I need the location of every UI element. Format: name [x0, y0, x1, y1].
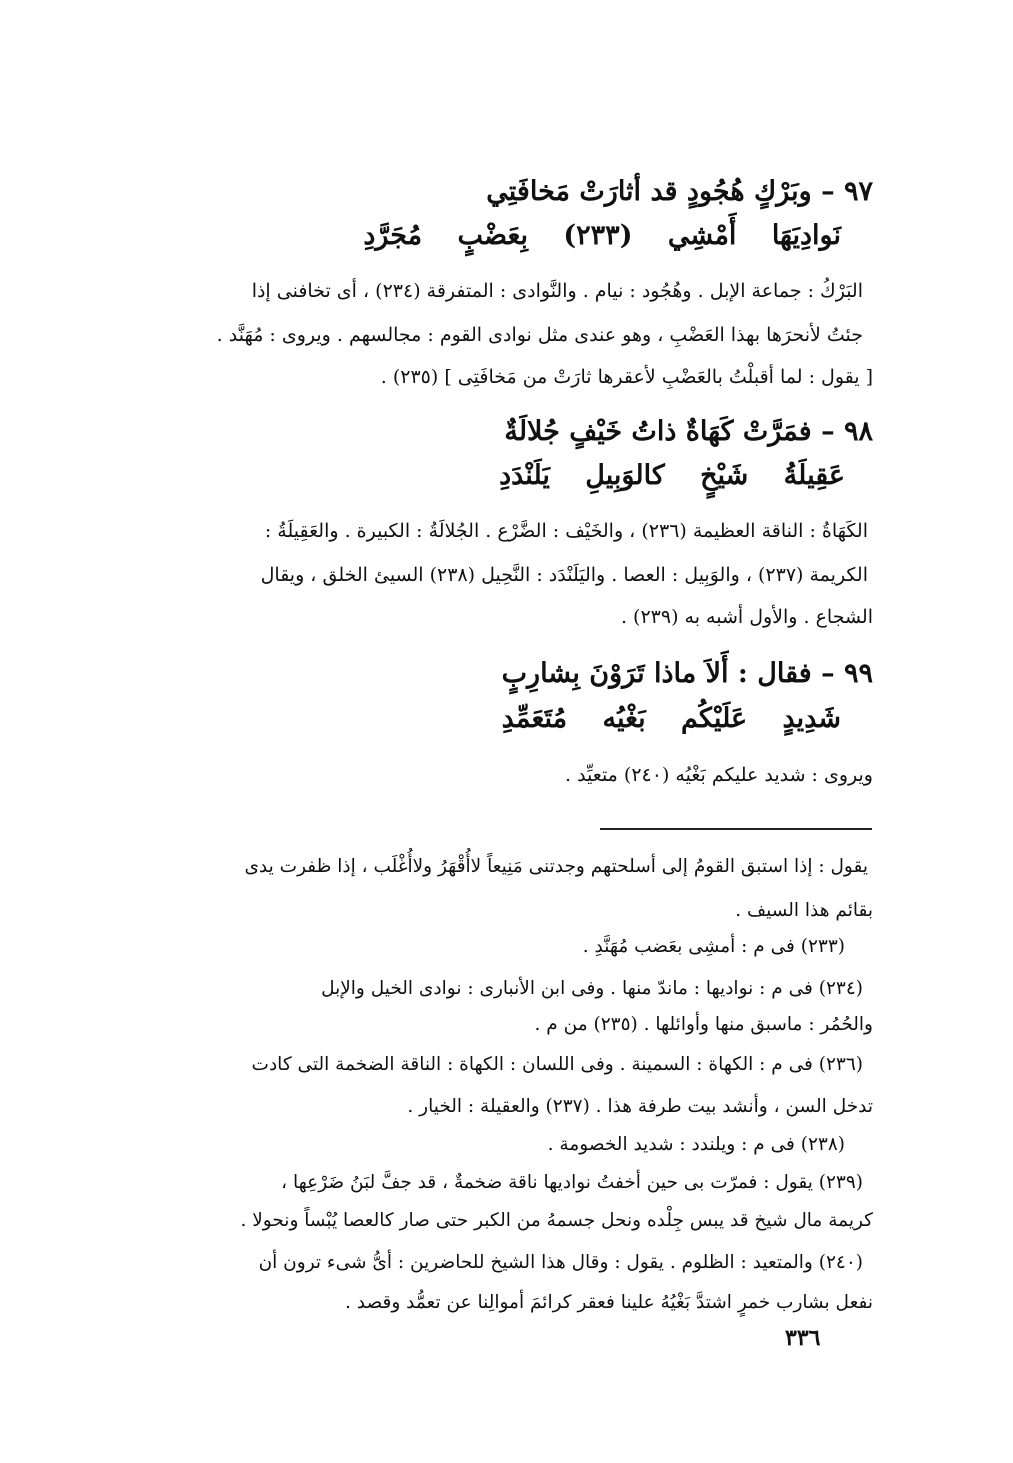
footnote-separator — [600, 828, 872, 830]
commentary-99-line1: ويروى : شديد عليكم بَغْيُه (٢٤٠) متعيِّد . — [565, 764, 873, 786]
footnote-234: (٢٣٤) فى م : نواديها : ماندّ منها . وفى ابن الأنبارى : نوادى الخيل والإبل — [321, 978, 863, 999]
footnote-line: يقول : إذا استبق القومُ إلى أسلحتهم وجدتنى مَنِيعاً لاأُقْهَرُ ولاأُغْلَب ، إذا ظفرت يدى — [244, 856, 868, 877]
commentary-98-line1: الكَهَاةُ : الناقة العظيمة (٢٣٦) ، والخَيْف : الضَّرْع . الجُلالَةُ : الكبيرة . والعَقِيلَةُ : — [264, 520, 868, 542]
commentary-98-line3: الشجاع . والأول أشبه به (٢٣٩) . — [620, 606, 873, 628]
footnote-240: (٢٤٠) والمتعيد : الظلوم . يقول : وقال هذا الشيخ للحاضرين : أىُّ شىء ترون أن — [258, 1252, 863, 1273]
commentary-97-line3: [ يقول : لما أقبلْتُ بالعَضْبِ لأعقرها ثارَتْ من مَخافَتِى ] (٢٣٥) . — [380, 366, 873, 388]
verse-99-line1: ٩٩ – فقال : أَلاَ ماذا تَرَوْنَ بِشارِبٍ — [501, 658, 873, 689]
verse-97-line2: نَوادِيَهَا أَمْشِي (٢٣٣) بِعَضْبٍ مُجَرَّدِ — [363, 220, 841, 251]
verse-98-line2: عَقِيلَةُ شَيْخٍ كالوَبِيلِ يَلَنْدَدِ — [499, 460, 845, 491]
footnote-line: تدخل السن ، وأنشد بيت طرفة هذا . (٢٣٧) والعقيلة : الخيار . — [407, 1096, 873, 1117]
footnote-239: (٢٣٩) يقول : فمرّت بى حين أخفتُ نواديها ناقة ضخمةٌ ، قد جفَّ لبَنُ ضَرْعِها ، — [281, 1172, 863, 1193]
page-number: ٣٣٦ — [785, 1325, 821, 1351]
commentary-98-line2: الكريمة (٢٣٧) ، والوَبِيل : العصا . واليَلَنْدَد : النَّحِيل (٢٣٨) السيئ الخلق ، ويقال — [260, 564, 868, 586]
verse-99-line2: شَدِيدٍ عَلَيْكُم بَغْيُه مُتَعَمِّدِ — [501, 703, 841, 734]
footnote-238: (٢٣٨) فى م : ويلندد : شديد الخصومة . — [547, 1134, 845, 1155]
footnote-line: نفعل بشارب خمرٍ اشتدَّ بَغْيُهُ علينا فعقر كرائمَ أموالِنا عن تعمُّد وقصد . — [344, 1292, 873, 1313]
footnote-line: كريمة مال شيخ قد يبس جِلْده ونحل جسمهُ من الكبر حتى صار كالعصا يُبْساً ونحولا . — [240, 1210, 873, 1231]
footnote-233: (٢٣٣) فى م : أمشِى بعَضب مُهَنَّدِ . — [582, 936, 845, 957]
commentary-97-line2: جئتُ لأنحرَها بهذا العَضْبِ ، وهو عندى مثل نوادى القوم : مجالسهم . ويروى : مُهَنَّد . — [216, 324, 863, 346]
footnote-line: بقائم هذا السيف . — [735, 900, 873, 921]
commentary-97-line1: البَرْكُ : جماعة الإبل . وهُجُود : نيام . والنَّوادى : المتفرقة (٢٣٤) ، أى تخافنى إذا — [251, 280, 863, 302]
footnote-line: والحُمُر : ماسبق منها وأوائلها . (٢٣٥) من م . — [534, 1014, 873, 1035]
verse-98-line1: ٩٨ – فمَرَّتْ كَهَاةٌ ذاتُ خَيْفٍ جُلالَةٌ — [504, 416, 873, 447]
footnote-236: (٢٣٦) فى م : الكهاة : السمينة . وفى اللسان : الكهاة : الناقة الضخمة التى كادت — [251, 1054, 863, 1075]
verse-97-line1: ٩٧ – وبَرْكٍ هُجُودٍ قد أثارَتْ مَخافَتِي — [486, 176, 873, 207]
